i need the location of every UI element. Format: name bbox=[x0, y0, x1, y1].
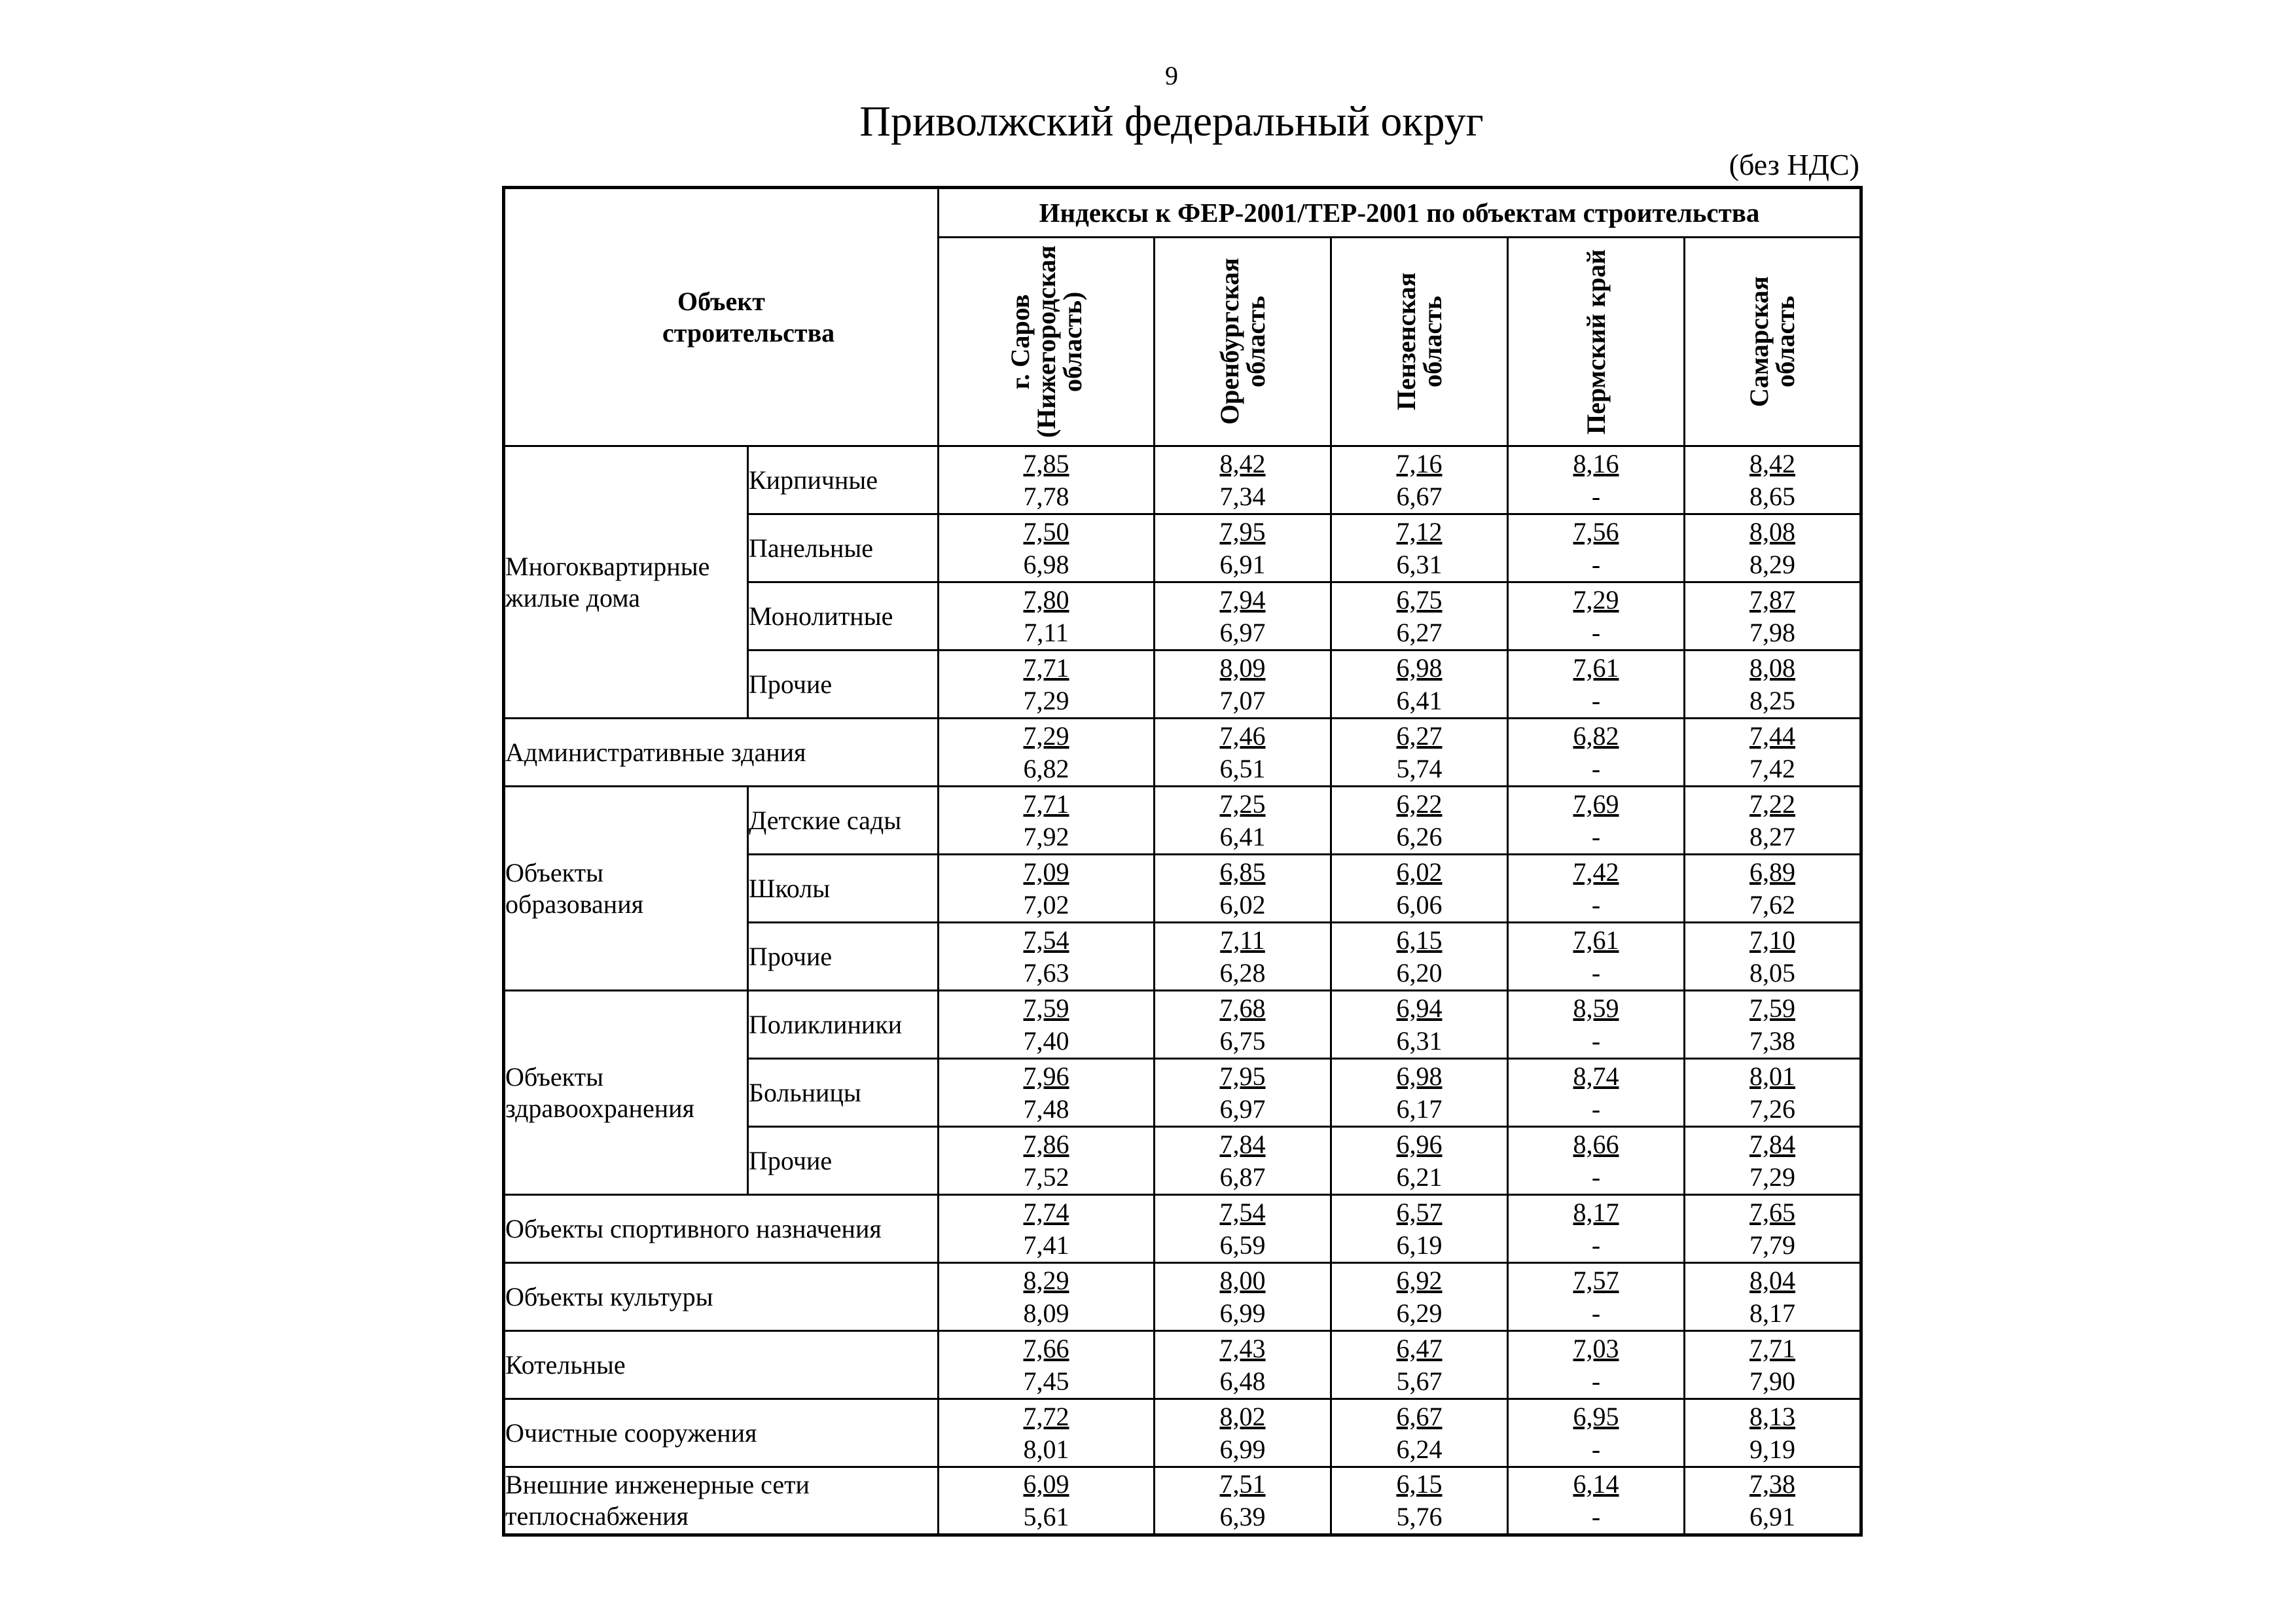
fer-index-value: 8,02 bbox=[1219, 1401, 1266, 1431]
ter-index-value: 5,76 bbox=[1396, 1502, 1443, 1531]
object-header-label: Объект строительства bbox=[662, 286, 835, 348]
fer-index-value: 6,92 bbox=[1396, 1265, 1443, 1295]
ter-index-value: 8,05 bbox=[1749, 957, 1795, 988]
region-header bbox=[939, 238, 1155, 446]
fer-index-value: 8,08 bbox=[1749, 652, 1795, 683]
ter-index-value: 6,41 bbox=[1396, 685, 1443, 715]
ter-index-value: 6,29 bbox=[1396, 1298, 1443, 1328]
ter-index-value: 8,29 bbox=[1749, 549, 1795, 579]
fer-index-value: 7,74 bbox=[1023, 1197, 1069, 1227]
index-cell bbox=[1508, 1399, 1685, 1467]
index-cell bbox=[1685, 719, 1861, 787]
fer-index-value: 7,66 bbox=[1023, 1333, 1069, 1363]
fer-index-value: 8,00 bbox=[1219, 1265, 1266, 1295]
ter-index-value: 5,67 bbox=[1396, 1366, 1443, 1396]
fer-index-value: 7,44 bbox=[1749, 721, 1795, 751]
ter-index-value: 6,24 bbox=[1396, 1434, 1443, 1464]
region-label: Пермский край bbox=[1581, 249, 1611, 435]
ter-index-value: 9,19 bbox=[1749, 1434, 1795, 1464]
fer-index-value: 7,57 bbox=[1573, 1265, 1619, 1295]
index-cell bbox=[1155, 1059, 1331, 1127]
index-cell bbox=[1508, 446, 1685, 514]
index-cell bbox=[1508, 651, 1685, 719]
index-cell bbox=[1155, 651, 1331, 719]
ter-index-value: 7,45 bbox=[1023, 1366, 1069, 1396]
index-cell bbox=[1331, 446, 1508, 514]
ter-index-value: 7,98 bbox=[1749, 617, 1795, 647]
fer-index-value: 7,29 bbox=[1573, 584, 1619, 615]
category-cell: Котельные bbox=[504, 1331, 939, 1399]
fer-index-value: 7,43 bbox=[1219, 1333, 1266, 1363]
index-cell bbox=[1155, 514, 1331, 582]
index-cell bbox=[939, 514, 1155, 582]
fer-index-value: 6,02 bbox=[1396, 857, 1443, 887]
ter-index-value: 6,20 bbox=[1396, 957, 1443, 988]
fer-index-value: 6,09 bbox=[1023, 1469, 1069, 1499]
index-cell bbox=[1508, 1263, 1685, 1331]
table-row bbox=[504, 787, 1861, 855]
ter-index-value: - bbox=[1591, 1434, 1601, 1464]
ter-index-value: 6,97 bbox=[1219, 617, 1266, 647]
ter-index-value: 6,31 bbox=[1396, 549, 1443, 579]
ter-index-value: - bbox=[1591, 1162, 1601, 1192]
fer-index-value: 6,47 bbox=[1396, 1333, 1443, 1363]
fer-index-value: 7,42 bbox=[1573, 857, 1619, 887]
ter-index-value: - bbox=[1591, 1026, 1601, 1056]
index-cell bbox=[1155, 582, 1331, 651]
index-cell bbox=[1331, 787, 1508, 855]
ter-index-value: 6,67 bbox=[1396, 481, 1443, 511]
fer-index-value: 6,94 bbox=[1396, 993, 1443, 1023]
fer-index-value: 7,22 bbox=[1749, 789, 1795, 819]
ter-index-value: 6,97 bbox=[1219, 1094, 1266, 1124]
fer-index-value: 8,01 bbox=[1749, 1061, 1795, 1091]
vat-note: (без НДС) bbox=[1729, 148, 1859, 181]
index-cell bbox=[1331, 923, 1508, 991]
fer-index-value: 7,71 bbox=[1749, 1333, 1795, 1363]
ter-index-value: 6,51 bbox=[1219, 753, 1266, 783]
fer-index-value: 7,54 bbox=[1023, 925, 1069, 955]
ter-index-value: - bbox=[1591, 685, 1601, 715]
ter-index-value: 7,07 bbox=[1219, 685, 1266, 715]
index-cell bbox=[1508, 719, 1685, 787]
index-cell bbox=[1508, 582, 1685, 651]
index-cell bbox=[1685, 855, 1861, 923]
category-cell: Очистные сооружения bbox=[504, 1399, 939, 1467]
index-cell bbox=[1331, 991, 1508, 1059]
index-cell bbox=[939, 991, 1155, 1059]
ter-index-value: 7,11 bbox=[1024, 617, 1069, 647]
region-label: г. Саров (Нижегородская область) bbox=[1005, 245, 1087, 438]
index-cell bbox=[1155, 1331, 1331, 1399]
index-cell bbox=[1685, 514, 1861, 582]
index-cell bbox=[1155, 1399, 1331, 1467]
ter-index-value: 6,17 bbox=[1396, 1094, 1443, 1124]
index-cell bbox=[939, 787, 1155, 855]
fer-index-value: 6,89 bbox=[1749, 857, 1795, 887]
ter-index-value: 8,01 bbox=[1023, 1434, 1069, 1464]
fer-index-value: 7,86 bbox=[1023, 1129, 1069, 1159]
ter-index-value: 6,48 bbox=[1219, 1366, 1266, 1396]
table-row bbox=[504, 1331, 1861, 1399]
ter-index-value: 6,19 bbox=[1396, 1230, 1443, 1260]
region-header bbox=[1155, 238, 1331, 446]
fer-index-value: 7,10 bbox=[1749, 925, 1795, 955]
table-row bbox=[504, 1467, 1861, 1535]
index-cell bbox=[1331, 1331, 1508, 1399]
index-cell bbox=[1508, 923, 1685, 991]
ter-index-value: 7,38 bbox=[1749, 1026, 1795, 1056]
index-cell bbox=[1331, 855, 1508, 923]
fer-index-value: 8,13 bbox=[1749, 1401, 1795, 1431]
fer-index-value: 6,15 bbox=[1396, 925, 1443, 955]
index-cell bbox=[1508, 991, 1685, 1059]
ter-index-value: 7,34 bbox=[1219, 481, 1266, 511]
table-row bbox=[504, 1263, 1861, 1331]
index-cell bbox=[1155, 1195, 1331, 1263]
fer-index-value: 6,67 bbox=[1396, 1401, 1443, 1431]
ter-index-value: - bbox=[1591, 1366, 1601, 1396]
index-cell bbox=[1508, 1331, 1685, 1399]
fer-index-value: 7,56 bbox=[1573, 516, 1619, 546]
ter-index-value: 7,41 bbox=[1023, 1230, 1069, 1260]
index-cell bbox=[939, 1195, 1155, 1263]
fer-index-value: 7,25 bbox=[1219, 789, 1266, 819]
index-cell bbox=[1331, 1399, 1508, 1467]
ter-index-value: 6,21 bbox=[1396, 1162, 1443, 1192]
ter-index-value: 7,02 bbox=[1023, 889, 1069, 919]
ter-index-value: 6,27 bbox=[1396, 617, 1443, 647]
ter-index-value: - bbox=[1591, 1502, 1601, 1531]
fer-index-value: 7,80 bbox=[1023, 584, 1069, 615]
ter-index-value: 6,06 bbox=[1396, 889, 1443, 919]
fer-index-value: 7,71 bbox=[1023, 789, 1069, 819]
subcategory-cell: Монолитные bbox=[748, 582, 939, 651]
index-cell bbox=[1685, 1127, 1861, 1195]
ter-index-value: 6,26 bbox=[1396, 821, 1443, 851]
fer-index-value: 7,84 bbox=[1219, 1129, 1266, 1159]
ter-index-value: 6,28 bbox=[1219, 957, 1266, 988]
fer-index-value: 8,08 bbox=[1749, 516, 1795, 546]
fer-index-value: 8,29 bbox=[1023, 1265, 1069, 1295]
fer-index-value: 7,11 bbox=[1220, 925, 1265, 955]
ter-index-value: 7,48 bbox=[1023, 1094, 1069, 1124]
fer-index-value: 7,16 bbox=[1396, 448, 1443, 478]
index-cell bbox=[1331, 1263, 1508, 1331]
ter-index-value: 8,27 bbox=[1749, 821, 1795, 851]
fer-index-value: 7,03 bbox=[1573, 1333, 1619, 1363]
ter-index-value: 8,65 bbox=[1749, 481, 1795, 511]
ter-index-value: 7,40 bbox=[1023, 1026, 1069, 1056]
fer-index-value: 7,29 bbox=[1023, 721, 1069, 751]
ter-index-value: - bbox=[1591, 481, 1601, 511]
fer-index-value: 7,84 bbox=[1749, 1129, 1795, 1159]
fer-index-value: 8,16 bbox=[1573, 448, 1619, 478]
fer-index-value: 6,75 bbox=[1396, 584, 1443, 615]
fer-index-value: 6,85 bbox=[1219, 857, 1266, 887]
index-cell bbox=[939, 1127, 1155, 1195]
index-cell bbox=[1685, 1399, 1861, 1467]
category-cell: Внешние инженерные сети теплоснабжения bbox=[504, 1467, 939, 1535]
index-cell bbox=[1155, 855, 1331, 923]
region-header bbox=[1508, 238, 1685, 446]
index-cell bbox=[1508, 1059, 1685, 1127]
fer-index-value: 8,74 bbox=[1573, 1061, 1619, 1091]
index-cell bbox=[939, 1331, 1155, 1399]
ter-index-value: 6,87 bbox=[1219, 1162, 1266, 1192]
fer-index-value: 8,66 bbox=[1573, 1129, 1619, 1159]
ter-index-value: 6,41 bbox=[1219, 821, 1266, 851]
ter-index-value: 6,39 bbox=[1219, 1502, 1266, 1531]
ter-index-value: - bbox=[1591, 1230, 1601, 1260]
index-cell bbox=[939, 1399, 1155, 1467]
fer-index-value: 7,71 bbox=[1023, 652, 1069, 683]
subcategory-cell: Поликлиники bbox=[748, 991, 939, 1059]
ter-index-value: 6,98 bbox=[1023, 549, 1069, 579]
table-row bbox=[504, 446, 1861, 514]
fer-index-value: 6,96 bbox=[1396, 1129, 1443, 1159]
ter-index-value: - bbox=[1591, 753, 1601, 783]
index-cell bbox=[1508, 1127, 1685, 1195]
fer-index-value: 7,46 bbox=[1219, 721, 1266, 751]
subcategory-cell: Больницы bbox=[748, 1059, 939, 1127]
fer-index-value: 7,50 bbox=[1023, 516, 1069, 546]
fer-index-value: 7,09 bbox=[1023, 857, 1069, 887]
index-table bbox=[502, 186, 1863, 1537]
index-cell bbox=[1331, 651, 1508, 719]
fer-index-value: 7,87 bbox=[1749, 584, 1795, 615]
ter-index-value: 6,99 bbox=[1219, 1298, 1266, 1328]
fer-index-value: 7,95 bbox=[1219, 1061, 1266, 1091]
ter-index-value: 7,26 bbox=[1749, 1094, 1795, 1124]
index-cell bbox=[939, 923, 1155, 991]
index-cell bbox=[1685, 582, 1861, 651]
index-cell bbox=[1685, 1263, 1861, 1331]
object-column-header bbox=[504, 188, 939, 446]
table-row bbox=[504, 1195, 1861, 1263]
fer-index-value: 7,61 bbox=[1573, 652, 1619, 683]
fer-index-value: 6,14 bbox=[1573, 1469, 1619, 1499]
index-cell bbox=[1331, 514, 1508, 582]
ter-index-value: - bbox=[1591, 889, 1601, 919]
subcategory-cell: Прочие bbox=[748, 1127, 939, 1195]
ter-index-value: 5,61 bbox=[1023, 1502, 1069, 1531]
index-cell bbox=[1331, 1195, 1508, 1263]
table-row bbox=[504, 719, 1861, 787]
index-cell bbox=[1685, 651, 1861, 719]
table-row bbox=[504, 991, 1861, 1059]
ter-index-value: 6,75 bbox=[1219, 1026, 1266, 1056]
index-cell bbox=[1685, 1195, 1861, 1263]
region-label: Оренбургская область bbox=[1214, 258, 1270, 425]
fer-index-value: 8,42 bbox=[1749, 448, 1795, 478]
fer-index-value: 6,98 bbox=[1396, 1061, 1443, 1091]
index-cell bbox=[1508, 855, 1685, 923]
fer-index-value: 7,68 bbox=[1219, 993, 1266, 1023]
fer-index-value: 8,17 bbox=[1573, 1197, 1619, 1227]
fer-index-value: 7,12 bbox=[1396, 516, 1443, 546]
group-header: Индексы к ФЕР-2001/ТЕР-2001 по объектам строительства bbox=[939, 188, 1861, 238]
fer-index-value: 7,72 bbox=[1023, 1401, 1069, 1431]
index-cell bbox=[939, 1059, 1155, 1127]
fer-index-value: 7,94 bbox=[1219, 584, 1266, 615]
ter-index-value: 7,92 bbox=[1023, 821, 1069, 851]
index-cell bbox=[1155, 446, 1331, 514]
index-cell bbox=[939, 446, 1155, 514]
index-cell bbox=[1508, 787, 1685, 855]
index-cell bbox=[939, 1467, 1155, 1535]
fer-index-value: 7,54 bbox=[1219, 1197, 1266, 1227]
ter-index-value: - bbox=[1591, 821, 1601, 851]
ter-index-value: 8,17 bbox=[1749, 1298, 1795, 1328]
ter-index-value: 6,59 bbox=[1219, 1230, 1266, 1260]
fer-index-value: 6,82 bbox=[1573, 721, 1619, 751]
index-cell bbox=[939, 651, 1155, 719]
ter-index-value: 7,29 bbox=[1749, 1162, 1795, 1192]
ter-index-value: 6,02 bbox=[1219, 889, 1266, 919]
category-cell: Многоквартирные жилые дома bbox=[504, 446, 748, 719]
fer-index-value: 6,22 bbox=[1396, 789, 1443, 819]
index-cell bbox=[939, 719, 1155, 787]
region-label: Пензенская область bbox=[1391, 272, 1447, 411]
region-header bbox=[1331, 238, 1508, 446]
region-header bbox=[1685, 238, 1861, 446]
ter-index-value: 6,91 bbox=[1749, 1502, 1795, 1531]
fer-index-value: 7,96 bbox=[1023, 1061, 1069, 1091]
ter-index-value: 7,78 bbox=[1023, 481, 1069, 511]
subcategory-cell: Кирпичные bbox=[748, 446, 939, 514]
category-cell: Объекты культуры bbox=[504, 1263, 939, 1331]
index-cell bbox=[1155, 923, 1331, 991]
subcategory-cell: Прочие bbox=[748, 923, 939, 991]
index-cell bbox=[1685, 923, 1861, 991]
ter-index-value: - bbox=[1591, 1298, 1601, 1328]
index-cell bbox=[1685, 991, 1861, 1059]
ter-index-value: - bbox=[1591, 549, 1601, 579]
ter-index-value: 7,42 bbox=[1749, 753, 1795, 783]
index-cell bbox=[1155, 1467, 1331, 1535]
index-cell bbox=[939, 1263, 1155, 1331]
ter-index-value: - bbox=[1591, 617, 1601, 647]
fer-index-value: 6,27 bbox=[1396, 721, 1443, 751]
page-title: Приволжский федеральный округ bbox=[859, 98, 1484, 145]
fer-index-value: 6,15 bbox=[1396, 1469, 1443, 1499]
ter-index-value: 5,74 bbox=[1396, 753, 1443, 783]
ter-index-value: 7,63 bbox=[1023, 957, 1069, 988]
fer-index-value: 7,65 bbox=[1749, 1197, 1795, 1227]
fer-index-value: 8,42 bbox=[1219, 448, 1266, 478]
fer-index-value: 6,57 bbox=[1396, 1197, 1443, 1227]
fer-index-value: 8,09 bbox=[1219, 652, 1266, 683]
ter-index-value: - bbox=[1591, 957, 1601, 988]
fer-index-value: 7,38 bbox=[1749, 1469, 1795, 1499]
fer-index-value: 7,59 bbox=[1749, 993, 1795, 1023]
index-cell bbox=[939, 855, 1155, 923]
index-cell bbox=[1685, 1467, 1861, 1535]
ter-index-value: 8,09 bbox=[1023, 1298, 1069, 1328]
fer-index-value: 7,61 bbox=[1573, 925, 1619, 955]
ter-index-value: 6,91 bbox=[1219, 549, 1266, 579]
fer-index-value: 7,95 bbox=[1219, 516, 1266, 546]
ter-index-value: 7,79 bbox=[1749, 1230, 1795, 1260]
index-cell bbox=[1155, 991, 1331, 1059]
index-cell bbox=[1508, 514, 1685, 582]
category-cell: Объекты спортивного назначения bbox=[504, 1195, 939, 1263]
ter-index-value: 8,25 bbox=[1749, 685, 1795, 715]
subcategory-cell: Панельные bbox=[748, 514, 939, 582]
fer-index-value: 7,85 bbox=[1023, 448, 1069, 478]
index-cell bbox=[939, 582, 1155, 651]
index-cell bbox=[1685, 1331, 1861, 1399]
ter-index-value: 6,31 bbox=[1396, 1026, 1443, 1056]
index-cell bbox=[1331, 719, 1508, 787]
index-cell bbox=[1508, 1467, 1685, 1535]
category-cell: Объекты здравоохранения bbox=[504, 991, 748, 1195]
fer-index-value: 7,59 bbox=[1023, 993, 1069, 1023]
subcategory-cell: Детские сады bbox=[748, 787, 939, 855]
category-cell: Объекты образования bbox=[504, 787, 748, 991]
fer-index-value: 8,04 bbox=[1749, 1265, 1795, 1295]
fer-index-value: 8,59 bbox=[1573, 993, 1619, 1023]
index-cell bbox=[1155, 787, 1331, 855]
ter-index-value: 7,29 bbox=[1023, 685, 1069, 715]
fer-index-value: 6,98 bbox=[1396, 652, 1443, 683]
ter-index-value: 6,99 bbox=[1219, 1434, 1266, 1464]
fer-index-value: 6,95 bbox=[1573, 1401, 1619, 1431]
index-cell bbox=[1331, 1467, 1508, 1535]
ter-index-value: 7,52 bbox=[1023, 1162, 1069, 1192]
index-cell bbox=[1155, 1127, 1331, 1195]
index-cell bbox=[1155, 719, 1331, 787]
ter-index-value: - bbox=[1591, 1094, 1601, 1124]
index-cell bbox=[1685, 1059, 1861, 1127]
index-cell bbox=[1331, 582, 1508, 651]
region-label: Самарская область bbox=[1744, 276, 1800, 407]
ter-index-value: 7,90 bbox=[1749, 1366, 1795, 1396]
ter-index-value: 7,62 bbox=[1749, 889, 1795, 919]
fer-index-value: 7,51 bbox=[1219, 1469, 1266, 1499]
page-number: 9 bbox=[1165, 61, 1178, 90]
table-row bbox=[504, 1399, 1861, 1467]
index-cell bbox=[1508, 1195, 1685, 1263]
subcategory-cell: Прочие bbox=[748, 651, 939, 719]
fer-index-value: 7,69 bbox=[1573, 789, 1619, 819]
index-cell bbox=[1331, 1059, 1508, 1127]
ter-index-value: 6,82 bbox=[1023, 753, 1069, 783]
category-cell: Административные здания bbox=[504, 719, 939, 787]
subcategory-cell: Школы bbox=[748, 855, 939, 923]
index-cell bbox=[1685, 787, 1861, 855]
index-cell bbox=[1685, 446, 1861, 514]
index-cell bbox=[1331, 1127, 1508, 1195]
index-cell bbox=[1155, 1263, 1331, 1331]
